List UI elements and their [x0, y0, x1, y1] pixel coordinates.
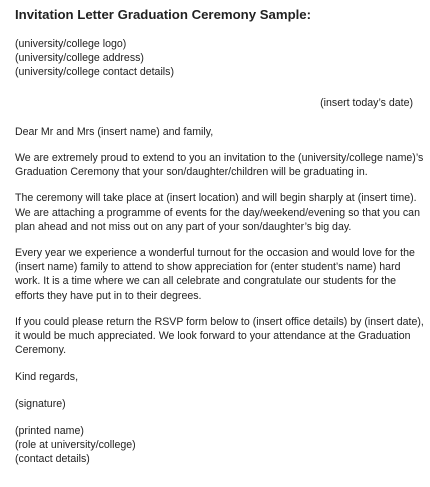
sender-details — [15, 37, 414, 80]
paragraph-line: We are attaching a programme of events for the day/weekend/evening so that you can — [15, 206, 420, 219]
salutation: Dear Mr and Mrs (insert name) and family, — [15, 125, 214, 138]
paragraph-line: plan ahead and not miss out on any part of your son/daughter’s big day. — [15, 220, 352, 233]
paragraph-line: efforts they have put in to their degrees. — [15, 289, 202, 302]
sender-logo-line: (university/college logo) — [15, 38, 127, 50]
paragraph-ceremony-details — [15, 191, 420, 234]
paragraph-line: If you could please return the RSVP form below to (insert office details) by (insert date), — [15, 315, 424, 328]
letter-date: (insert today’s date) — [320, 96, 413, 109]
paragraph-attendance — [15, 246, 414, 303]
paragraph-line: We are extremely proud to extend to you an invitation to the (university/college name)’s — [15, 152, 424, 165]
sender-address-line: (university/college address) — [15, 52, 144, 65]
paragraph-line: Graduation Ceremony that your son/daughter/children will be graduating in. — [15, 166, 368, 179]
printed-name-line: (printed name) — [15, 424, 84, 437]
paragraph-rsvp — [15, 315, 424, 358]
paragraph-invitation — [15, 151, 424, 179]
role-line: (role at university/college) — [15, 439, 136, 452]
paragraph-line: work. It is a time where we can all celebrate and congratulate our students for the — [15, 275, 396, 288]
paragraph-line: The ceremony will take place at (insert location) and will begin sharply at (insert time). — [15, 192, 417, 205]
paragraph-line: it would be much appreciated. We look forward to your attendance at the Graduation — [15, 330, 411, 343]
sender-contact-line: (university/college contact details) — [15, 66, 174, 79]
page-title: Invitation Letter Graduation Ceremony Sample: — [15, 7, 312, 22]
signatory-details — [15, 424, 414, 467]
paragraph-line: Every year we experience a wonderful turnout for the occasion and would love for the — [15, 247, 415, 260]
paragraph-line: Ceremony. — [15, 344, 67, 357]
closing: Kind regards, — [15, 371, 79, 384]
paragraph-line: (insert name) family to attend to show appreciation for (enter student’s name) hard — [15, 261, 401, 274]
contact-details-line: (contact details) — [15, 453, 90, 466]
signature-placeholder: (signature) — [15, 397, 66, 410]
